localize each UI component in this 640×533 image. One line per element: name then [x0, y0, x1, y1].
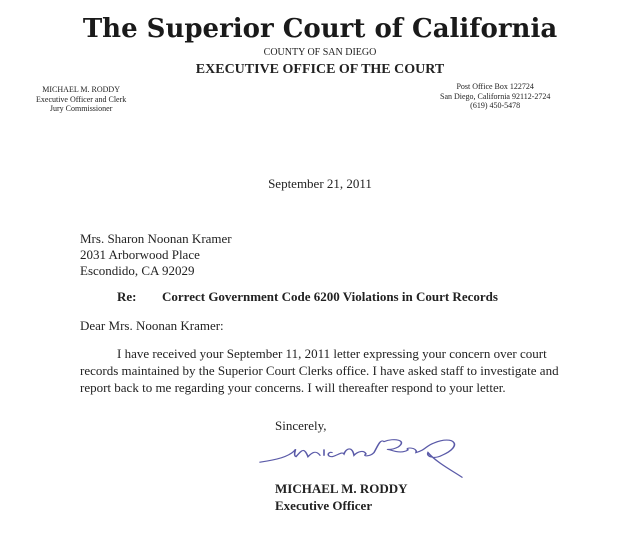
phone: (619) 450-5478 — [470, 101, 521, 110]
officer-name: MICHAEL M. RODDY — [42, 85, 120, 94]
salutation: Dear Mrs. Noonan Kramer: — [80, 318, 224, 333]
signer-block — [275, 480, 408, 514]
re-subject: Correct Government Code 6200 Violations in Court Records — [162, 289, 498, 304]
letter-date: September 21, 2011 — [268, 176, 372, 191]
officer-title: Executive Officer and Clerk — [36, 94, 127, 104]
county-name: COUNTY OF SAN DIEGO — [263, 47, 377, 58]
address-block — [440, 82, 550, 111]
re-label: Re: — [117, 289, 137, 304]
po-box: Post Office Box 122724 — [456, 82, 534, 91]
recipient-city: Escondido, CA 92029 — [80, 263, 195, 278]
subject-line — [117, 289, 498, 305]
closing: Sincerely, — [275, 418, 327, 433]
signer-name: MICHAEL M. RODDY — [275, 481, 408, 496]
officer-role: Jury Commissioner — [49, 104, 113, 113]
recipient-name: Mrs. Sharon Noonan Kramer — [80, 231, 232, 246]
signer-title: Executive Officer — [275, 498, 373, 513]
court-title: The Superior Court of California — [82, 14, 558, 44]
body-paragraph: I have received your September 11, 2011 letter expressing your concern over court records maintained by the Superior Court Clerks office. I have asked staff to investigate and report back to me regarding your concerns. I will thereafter respond to your letter. — [80, 346, 559, 395]
city-zip: San Diego, California 92112-2724 — [440, 91, 551, 101]
recipient-street: 2031 Arborwood Place — [80, 247, 200, 262]
recipient-address — [80, 231, 232, 279]
officer-block — [36, 85, 126, 114]
signature-image — [258, 432, 468, 480]
office-name: EXECUTIVE OFFICE OF THE COURT — [195, 62, 445, 77]
